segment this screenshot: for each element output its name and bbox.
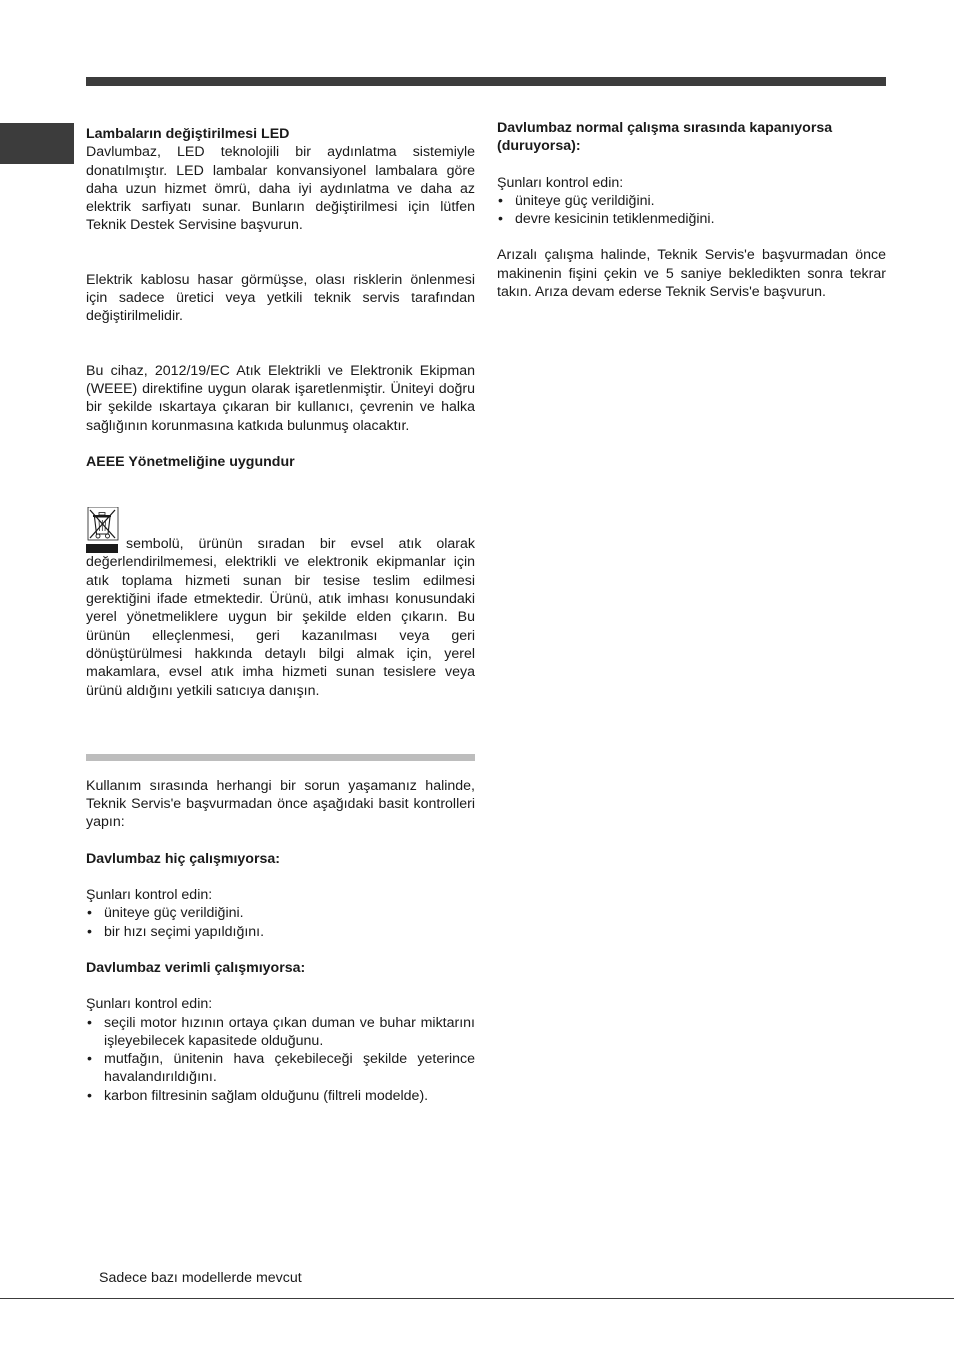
aeee-heading: AEEE Yönetmeliğine uygundur — [86, 453, 295, 470]
weee-paragraph: Bu cihaz, 2012/19/EC Atık Elektrikli ve Elektronik Ekipman (WEEE) direktifine uygun olarak işaretlenmiştir. Üniteyi doğru bir şekilde ıskartaya çıkaran bir kullanıcı, çevrenin ve halka sağlığının korunmasına katkıda bulunmuş olacaktır. — [86, 362, 475, 434]
right-column — [497, 119, 886, 301]
cable-paragraph: Elektrik kablosu hasar görmüşse, olası risklerin önlenmesi için sadece üretici veya yetkili teknik servis tarafından değiştirilmelidir. — [86, 271, 475, 325]
list-item: • üniteye güç verildiğini. — [497, 192, 886, 210]
footer-rule — [0, 1298, 954, 1299]
shutdown-heading: Davlumbaz normal çalışma sırasında kapanıyorsa (duruyorsa): — [497, 120, 833, 155]
left-column — [86, 125, 475, 1105]
shutdown-list — [497, 192, 886, 229]
check-label: Şunları kontrol edin: — [86, 887, 213, 904]
inefficient-heading: Davlumbaz verimli çalışmıyorsa: — [86, 959, 306, 976]
list-item: • üniteye güç verildiğini. — [86, 904, 475, 922]
not-working-list — [86, 904, 475, 941]
not-working-heading: Davlumbaz hiç çalışmıyorsa: — [86, 850, 280, 867]
header-bar — [86, 77, 886, 86]
list-item: • seçili motor hızının ortaya çıkan duman ve buhar miktarını işleyebilecek kapasitede olduğunu. — [86, 1014, 475, 1051]
inefficient-list — [86, 1014, 475, 1105]
weee-symbol-block — [86, 507, 475, 700]
troubleshooting-section-bar — [86, 754, 475, 761]
footnote: Sadece bazı modellerde mevcut — [99, 1270, 302, 1286]
fault-paragraph: Arızalı çalışma halinde, Teknik Servis'e başvurmadan önce makinenin fişini çekin ve 5 saniye bekledikten sonra tekrar takın. Arıza devam ederse Teknik Servis'e başvurun. — [497, 247, 886, 301]
list-item: • karbon filtresinin sağlam olduğunu (filtreli modelde). — [86, 1087, 475, 1105]
check-label: Şunları kontrol edin: — [497, 174, 624, 191]
list-item: • mutfağın, ünitenin hava çekebileceği şekilde yeterince havalandırıldığını. — [86, 1050, 475, 1087]
led-paragraph: Davlumbaz, LED teknolojili bir aydınlatma sistemiyle donatılmıştır. LED lambalar konvansiyonel lambalara göre daha uzun hizmet ömrü, daha iyi aydınlatma ve daha az elektrik sarfiyatı sunar. Bunların değiştirilmesi için lütfen Teknik Destek Servisine başvurun. — [86, 144, 475, 234]
troubleshooting-intro: Kullanım sırasında herhangi bir sorun yaşamanız halinde, Teknik Servis'e başvurmadan önce aşağıdaki basit kontrolleri yapın: — [86, 777, 475, 831]
language-tab-marker — [0, 123, 74, 164]
weee-symbol-paragraph: sembolü, ürünün sıradan bir evsel atık olarak değerlendirilmemesi, elektrikli ve elektronik ekipmanlar için atık toplama hizmeti sunan bir tesise teslim edilmesi gerektiğini ifade etmektedir. Ürünü, atık imhası konusundaki yerel yönetmeliklere uygun bir şekilde elden çıkarın. Bu ürünün elleçlenmesi, geri kazanılması veya geri dönüştürülmesi hakkında detaylı bilgi almak için, yerel makamlara, evsel atık imha hizmeti sunan tesislere veya ürünü aldığını yetkili satıcıya danışın. — [86, 536, 475, 699]
crossed-out-wheelie-bin-icon — [86, 507, 120, 553]
check-label: Şunları kontrol edin: — [86, 996, 213, 1013]
led-heading: Lambaların değiştirilmesi LED — [86, 126, 290, 142]
list-item: • bir hızı seçimi yapıldığını. — [86, 923, 475, 941]
list-item: • devre kesicinin tetiklenmediğini. — [497, 210, 886, 228]
